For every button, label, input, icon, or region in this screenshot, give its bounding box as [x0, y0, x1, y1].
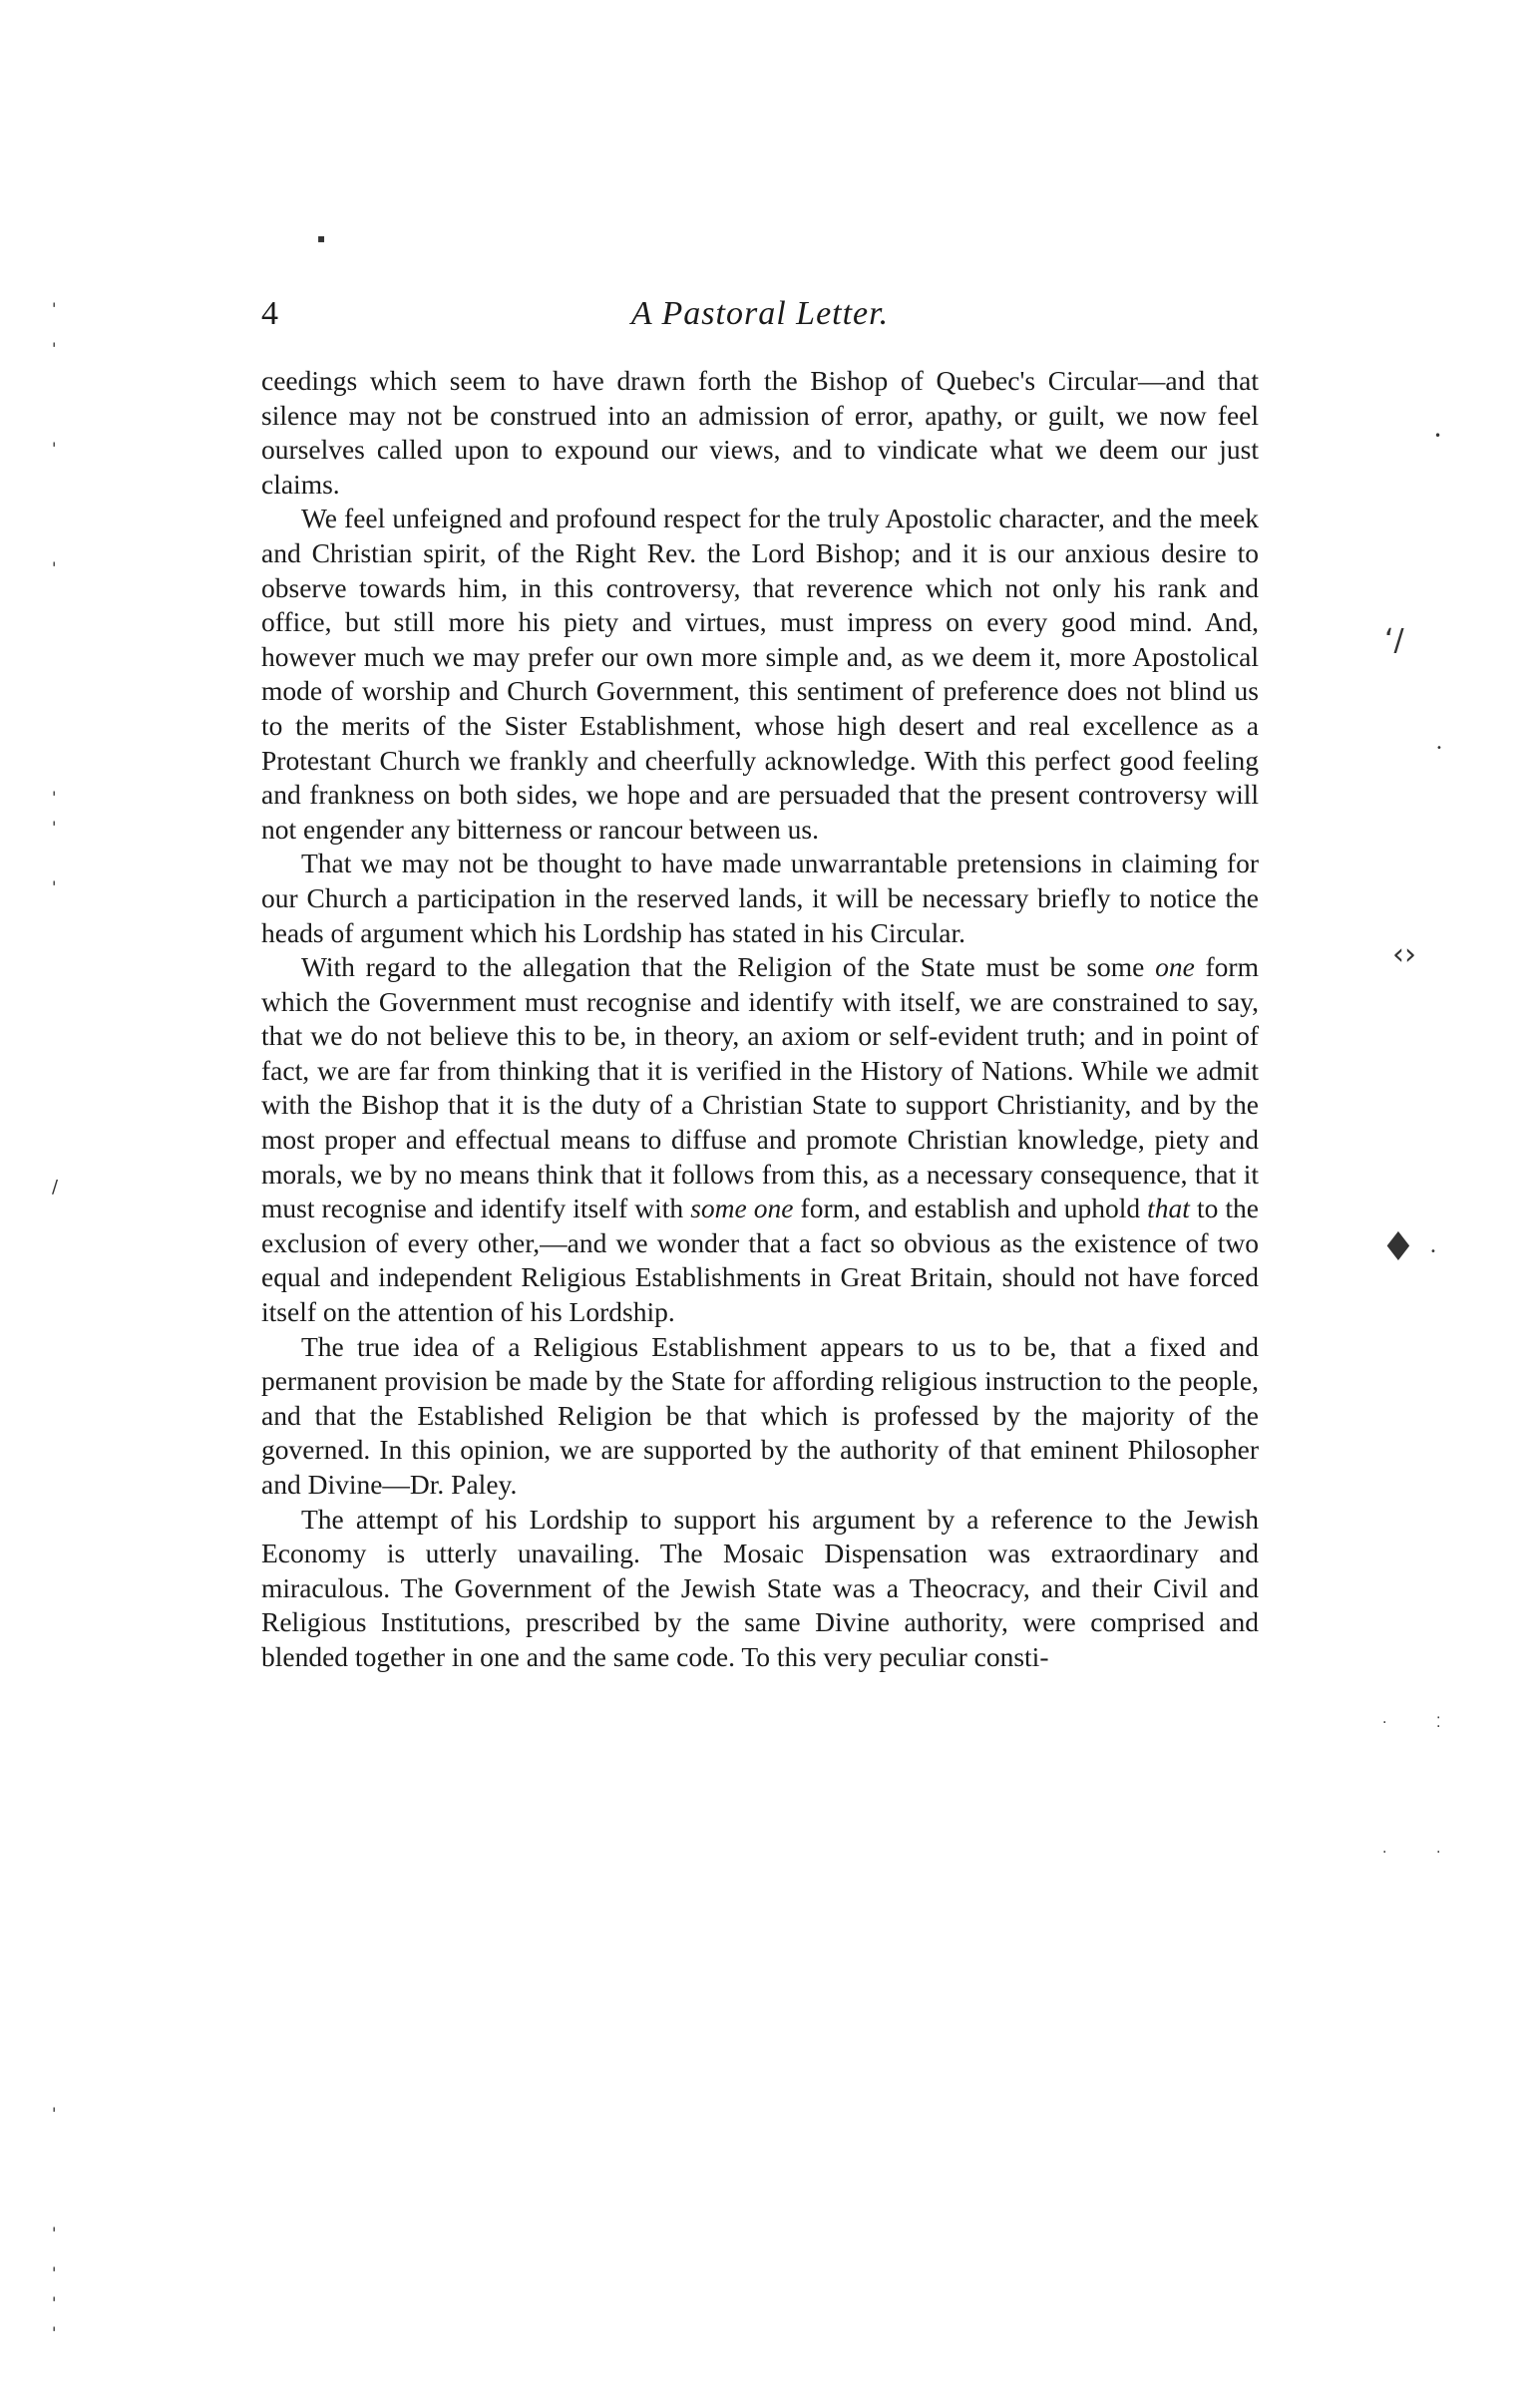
italic-run: some one: [690, 1193, 794, 1224]
paragraph-religious-establishment: The true idea of a Religious Establishment appears to us to be, that a fixed and permanent provision be made by the State for affording religious instruction to the people, and that the Established Religion be that which is professed by the majority of the governed. In this opinion, we are supported by the authority of that eminent Philosopher and Divine—Dr. Paley.: [261, 1330, 1259, 1500]
scan-speck: ▪: [317, 231, 326, 245]
paragraph-continuation: ceedings which seem to have drawn forth the Bishop of Quebec's Circular—and that silence may not be construed into an admission of error, apathy, or guilt, we now feel ourselves called upon to expound our views, and to vindicate what we deem our just claims.: [261, 365, 1259, 500]
scan-speck: ': [52, 818, 57, 837]
scan-speck: /: [52, 1177, 59, 1198]
scan-speck: ‹›: [1392, 937, 1416, 972]
page-number: 4: [261, 295, 278, 332]
scan-speck: •: [1434, 429, 1442, 443]
paragraph-jewish-economy: The attempt of his Lordship to support his argument by a reference to the Jewish Economy is utterly unavailing. The Mosaic Dispensation was extraordinary and miraculous. The Government of the Jewish State was a Theocracy, and their Civil and Religious Institutions, prescribed by the same Divine authority, were comprised and blended together in one and the same code. To this very peculiar consti-: [261, 1503, 1259, 1672]
scan-speck: ': [52, 558, 57, 577]
paragraph-reserved-lands: That we may not be thought to have made unwarrantable pretensions in claiming for our Church a participation in the reserved lands, it will be necessary briefly to notice the heads of argument which his Lordship has stated in his Circular.: [261, 848, 1259, 948]
text-run: form which the Government must recognise and identify with itself, we are constrained to say, that we do not believe this to be, in theory, an axiom or self-evident truth; and in point of fact, we are far from thinking that it is verified in the History of Nations. While we admit with the Bishop that it is the duty of a Christian State to support Christianity, and by the most proper and effectual means to diffuse and promote Christian knowledge, piety and morals, we by no means think that it follows from this, as a necessary consequence, that it must recognise and identify itself with: [261, 951, 1259, 1224]
scan-speck: ': [52, 2293, 57, 2312]
scan-speck: ·: [1382, 1845, 1387, 1861]
scan-speck: ': [52, 788, 57, 807]
scan-speck: ‘/: [1384, 623, 1404, 658]
scan-speck: ': [52, 299, 57, 318]
scan-speck: ': [52, 2224, 57, 2242]
scan-speck: ·: [1436, 1845, 1441, 1861]
paragraph-religion-of-state: [261, 950, 1259, 1330]
running-title: A Pastoral Letter.: [630, 295, 890, 332]
text-run: form, and establish and uphold: [793, 1193, 1148, 1224]
italic-run: one: [1155, 951, 1195, 983]
italic-run: that: [1147, 1193, 1190, 1224]
scan-speck: ': [52, 339, 57, 358]
scan-speck: ': [52, 2104, 57, 2123]
scan-speck: •: [1436, 743, 1442, 754]
scan-speck: ': [52, 2263, 57, 2282]
scan-speck: •: [1430, 1246, 1436, 1257]
scan-speck: ': [52, 2323, 57, 2342]
scan-speck: ⁚: [1436, 1715, 1441, 1731]
scan-speck: ♦: [1380, 1224, 1416, 1270]
scan-speck: ·: [1382, 1715, 1387, 1731]
paragraph-respect-for-bishop: We feel unfeigned and profound respect for the truly Apostolic character, and the meek and Christian spirit, of the Right Rev. the Lord Bishop; and it is our anxious desire to observe towards him, in this controversy, that reverence which not only his rank and office, but still more his piety and virtues, must impress on every good mind. And, however much we may prefer our own more simple and, as we deem it, more Apostolical mode of worship and Church Government, this sentiment of preference does not blind us to the merits of the Sister Establishment, whose high desert and real excellence as a Protestant Church we frankly and cheerfully acknowledge. With this perfect good feeling and frankness on both sides, we hope and are persuaded that the present controversy will not engender any bitterness or rancour between us.: [261, 503, 1259, 845]
running-head: [261, 291, 1259, 337]
scan-speck: ': [52, 877, 57, 896]
body-text: [261, 364, 1259, 1675]
scan-speck: ': [52, 439, 57, 458]
text-run: With regard to the allegation that the Religion of the State must be some: [301, 951, 1156, 983]
text-run: to the exclusion of every other,—and we wonder that a fact so obvious as the existence of two equal and independent Religious Establishments in Great Britain, should not have forced itself on the attention of his Lordship.: [261, 1193, 1260, 1328]
